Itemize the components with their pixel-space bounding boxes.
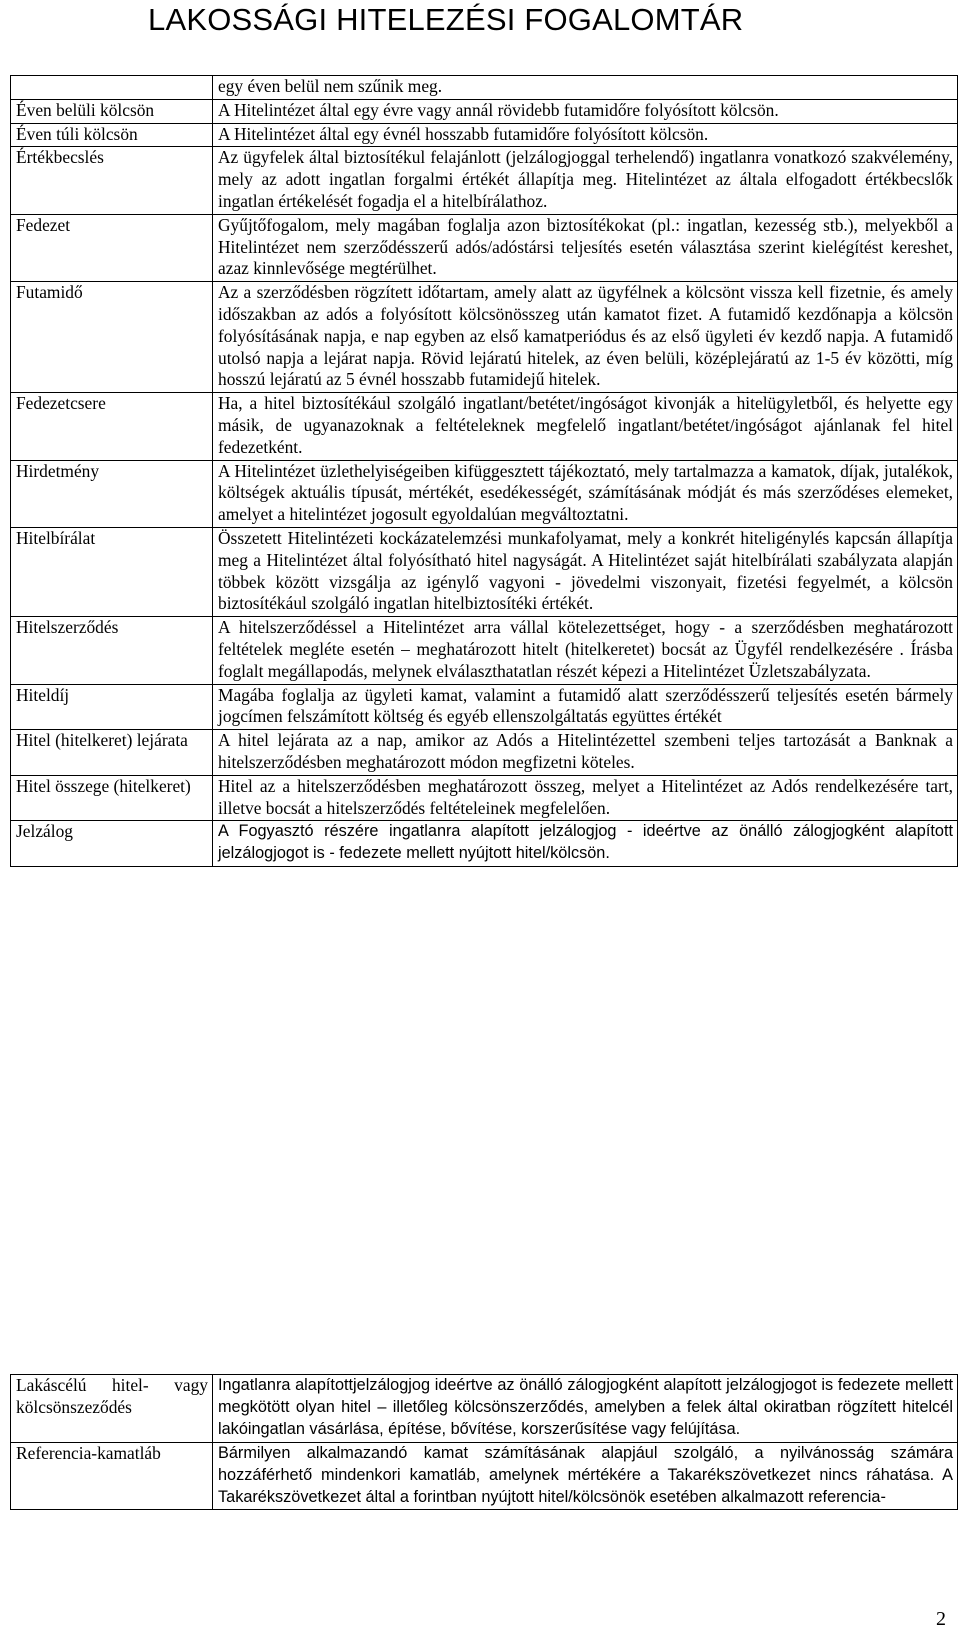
table-row <box>11 617 958 684</box>
term-cell: Hitelszerződés <box>11 617 213 684</box>
term-cell: Referencia-kamatláb <box>11 1442 213 1510</box>
term-cell: Hitelbírálat <box>11 527 213 616</box>
term-cell: Hitel (hitelkeret) lejárata <box>11 730 213 776</box>
term-cell: Fedezet <box>11 214 213 281</box>
table-row <box>11 527 958 616</box>
term-cell: Hiteldíj <box>11 684 213 730</box>
glossary-table <box>10 75 958 867</box>
definition-cell: A Hitelintézet által egy évre vagy annál rövidebb futamidőre folyósított kölcsön. <box>213 99 958 123</box>
definition-cell: egy éven belül nem szűnik meg. <box>213 76 958 100</box>
table-row <box>11 76 958 100</box>
term-cell: Jelzálog <box>11 821 213 867</box>
term-cell: Futamidő <box>11 282 213 393</box>
definition-cell: Magába foglalja az ügyleti kamat, valamint a futamidő alatt szerződésszerű teljesítés esetén bármely jogcímen felszámított költség és egyéb ellenszolgáltatás együttes értékét <box>213 684 958 730</box>
term-cell: Éven túli kölcsön <box>11 123 213 147</box>
definition-cell: A Hitelintézet által egy évnél hosszabb futamidőre folyósított kölcsön. <box>213 123 958 147</box>
term-cell: Lakáscélú hitel- vagy kölcsönszeződés <box>11 1375 213 1443</box>
table-row <box>11 214 958 281</box>
table-row <box>11 393 958 460</box>
table-row <box>11 460 958 527</box>
table-row <box>11 821 958 867</box>
definition-cell: Ingatlanra alapítottjelzálogjog ideértve az önálló zálogjogként alapított jelzálogjogot is fedezete mellett megkötött olyan hitel – illetőleg kölcsönszerződés, amelyben a felek által okiratban rögzített hitelcél lakóingatlan vásárlása, építése, bővítése, korszerűsítése vagy felújítása. <box>213 1375 958 1443</box>
page-title: LAKOSSÁGI HITELEZÉSI FOGALOMTÁR <box>148 2 744 37</box>
definition-cell: A Fogyasztó részére ingatlanra alapított jelzálogjog - ideértve az önálló zálogjogként alapított jelzálogjogot is - fedezete mellett nyújtott hitel/kölcsön. <box>213 821 958 867</box>
definition-cell: Gyűjtőfogalom, mely magában foglalja azon biztosítékokat (pl.: ingatlan, kezesség stb.), melyekből a Hitelintézet nem szerződésszerű adós/adóstársi teljesítés esetén választása szerint kielégítést kereshet, azaz kinnlevősége megtérülhet. <box>213 214 958 281</box>
term-cell: Hirdetmény <box>11 460 213 527</box>
term-cell: Fedezetcsere <box>11 393 213 460</box>
definition-cell: A hitelszerződéssel a Hitelintézet arra vállal kötelezettséget, hogy - a szerződésben meghatározott feltételek megléte esetén – meghatározott hitelt (hitelkeretet) bocsát az Ügyfél rendelkezésére . Írásba foglalt megállapodás, melynek elválaszthatatlan részét képezi a Hitelintézet Üzletszabályzata. <box>213 617 958 684</box>
definition-cell: Hitel az a hitelszerződésben meghatározott összeg, melyet a Hitelintézet az Adós rendelkezésére tart, illetve bocsát a hitelszerződés feltételeinek megfelelően. <box>213 775 958 821</box>
table-row <box>11 730 958 776</box>
term-cell <box>11 76 213 100</box>
table-row <box>11 123 958 147</box>
table-row <box>11 1442 958 1510</box>
table-row <box>11 99 958 123</box>
definition-cell: A hitel lejárata az a nap, amikor az Adós a Hitelintézettel szembeni teljes tartozását a Banknak a hitelszerződésben meghatározott módon megfizetni köteles. <box>213 730 958 776</box>
definition-cell: Összetett Hitelintézeti kockázatelemzési munkafolyamat, mely a konkrét hiteligénylés kapcsán állapítja meg a Hitelintézet által folyósítható hitel nagyságát. A Hitelintézet saját hitelbírálati szabályzata alapján többek között vizsgálja az igénylő vagyoni - jövedelmi viszonyait, fizetési fegyelmét, a kölcsön biztosítékául szolgáló ingatlan hitelbiztosítéki értékét. <box>213 527 958 616</box>
table-row <box>11 775 958 821</box>
term-cell: Értékbecslés <box>11 147 213 214</box>
definition-cell: Bármilyen alkalmazandó kamat számításának alapjául szolgáló, a nyilvánosság számára hozzáférhető mindenkori kamatláb, amelynek mértékére a Takarékszövetkezet nincs ráhatása. A Takarékszövetkezet által a forintban nyújtott hitel/kölcsönök esetében alkalmazott referencia- <box>213 1442 958 1510</box>
definition-cell: Az a szerződésben rögzített időtartam, amely alatt az ügyfélnek a kölcsönt vissza kell fizetnie, és amely időszakban az adós a folyósított kölcsönösszeg után kamatot fizet. A futamidő kezdőnapja a kölcsön folyósításának napja, e nap egyben az első kamatperiódus és az első ügyleti év kezdő napja. A futamidő utolsó napja a lejárat napja. Rövid lejáratú hitelek, az éven belüli, középlejáratú az 1-5 év közötti, míg hosszú lejáratú az 5 évnél hosszabb futamidejű hitelek. <box>213 282 958 393</box>
page-number: 2 <box>936 1608 946 1630</box>
table-row <box>11 147 958 214</box>
table-row <box>11 282 958 393</box>
definition-cell: Az ügyfelek által biztosítékul felajánlott (jelzálogjoggal terhelendő) ingatlanra vonatkozó szakvélemény, mely az adott ingatlan forgalmi értékét állapítja meg. Hitelintézet az általa elfogadott értékbecslők ingatlan értékelését fogadja el a hitelbírálathoz. <box>213 147 958 214</box>
term-cell: Éven belüli kölcsön <box>11 99 213 123</box>
table-row <box>11 684 958 730</box>
term-cell: Hitel összege (hitelkeret) <box>11 775 213 821</box>
definition-cell: A Hitelintézet üzlethelyiségeiben kifüggesztett tájékoztató, mely tartalmazza a kamatok, díjak, jutalékok, költségek aktuális típusát, mértékét, esedékességét, számításának módját és más szerződéses elemeket, amelyet a hitelintézet jogosult egyoldalúan megváltoztatni. <box>213 460 958 527</box>
table-row <box>11 1375 958 1443</box>
definition-cell: Ha, a hitel biztosítékául szolgáló ingatlant/betétet/ingóságot kivonják a hitelügyletből, és helyette egy másik, de ugyanazoknak a feltételeknek megfelelő ingatlant/betétet/ingóságot ajánlanak fel hitel fedezetként. <box>213 393 958 460</box>
glossary-table-continued <box>10 1374 958 1510</box>
